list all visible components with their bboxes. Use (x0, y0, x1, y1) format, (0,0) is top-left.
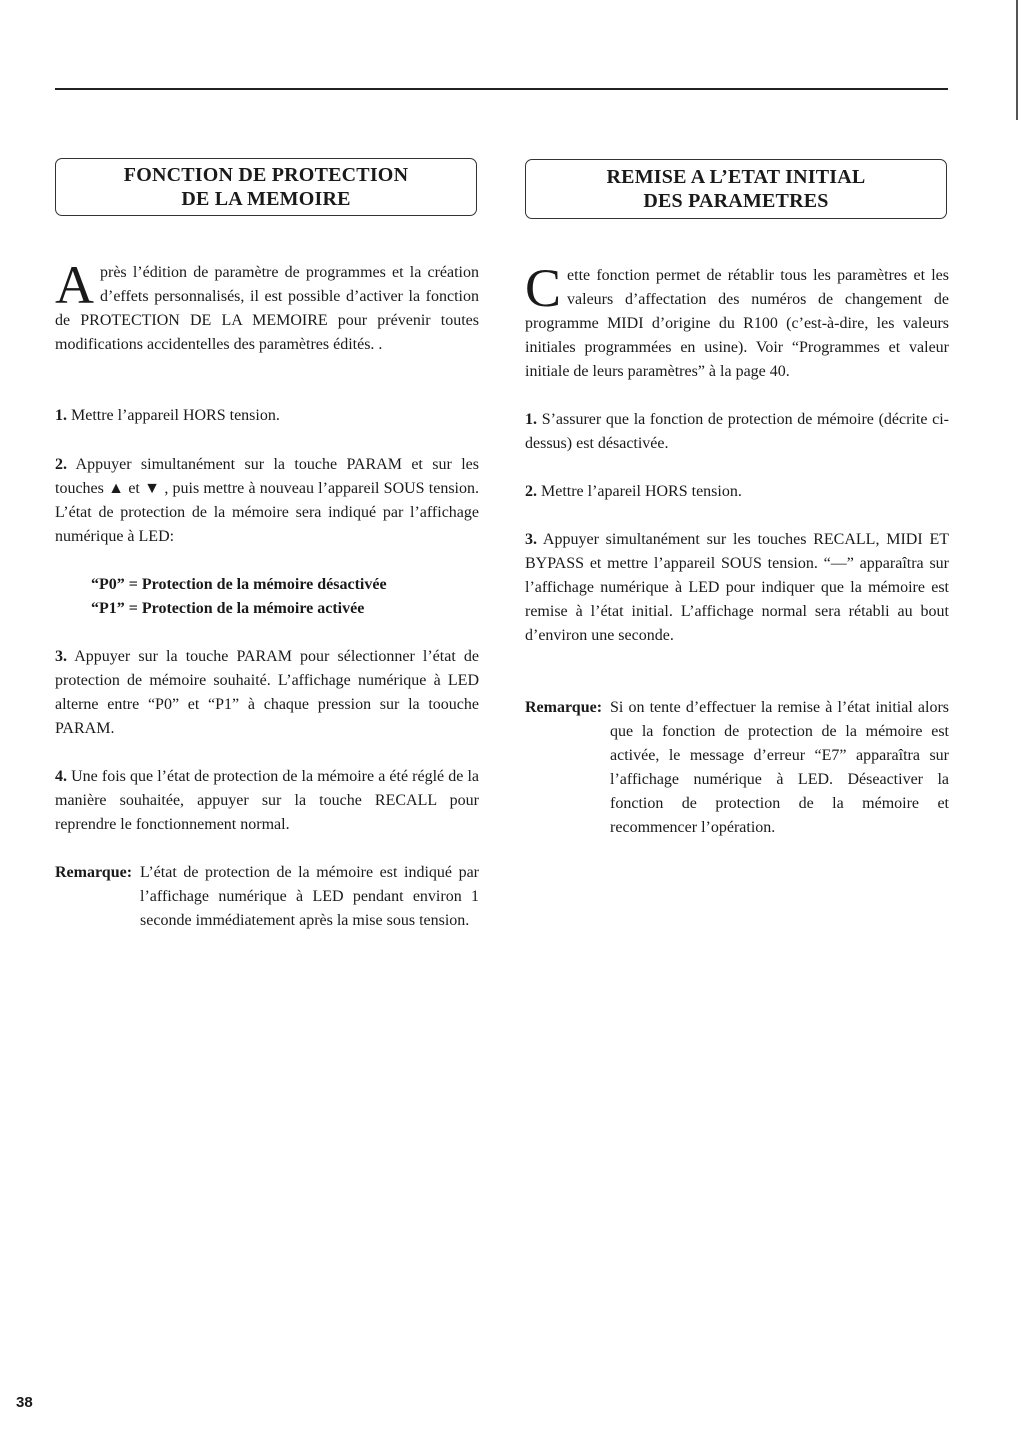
step-number: 4. (55, 768, 67, 785)
page-edge-mark (1016, 0, 1018, 120)
memory-protection-heading-line1: FONCTION DE PROTECTION (123, 164, 409, 186)
step-1 (55, 404, 479, 428)
step-text: Une fois que l’état de protection de la mémoire a été réglé de la manière souhaitée, appuyer sur la touche RECALL pour reprendre le fonctionnement normal. (55, 768, 480, 833)
note-label: Remarque: (525, 699, 603, 716)
header-rule (55, 88, 948, 90)
step-2 (55, 453, 479, 549)
step-number: 2. (55, 456, 67, 473)
page-number: 38 (16, 1394, 33, 1411)
memory-protection-heading-line2: DE LA MEMOIRE (181, 188, 351, 210)
initial-reset-heading-box (525, 159, 947, 219)
status-p0: “P0” = Protection de la mémoire désactivée (91, 576, 387, 593)
memory-protection-heading-box (55, 158, 477, 216)
note-label: Remarque: (55, 864, 133, 881)
step-number: 2. (525, 483, 537, 500)
memory-protection-note (55, 861, 479, 933)
step-text: Mettre l’apareil HORS tension. (541, 483, 742, 500)
step-3 (55, 645, 479, 741)
note-text: Si on tente d’effectuer la remise à l’état initial alors que la fonction de protection de la mémoire est activée, le message d’erreur “E7” apparaîtra sur l’affichage numérique à LED. Déseactiver la fonction de protection de la mémoire et recommencer l’opération. (610, 699, 949, 836)
intro-dropcap: C (525, 258, 562, 318)
step-text: Mettre l’appareil HORS tension. (71, 407, 280, 424)
step-3 (525, 528, 949, 648)
step-text: Appuyer simultanément sur les touches RECALL, MIDI ET BYPASS et mettre l’appareil SOUS tension. “—” apparaîtra sur l’affichage numérique à LED pour indiquer que la mémoire est remise à l’état initial. L’affichage normal sera rétabli au bout d’environ une seconde. (525, 531, 949, 644)
initial-reset-heading-line1: REMISE A L’ETAT INITIAL (606, 166, 866, 188)
step-1 (525, 408, 949, 456)
step-2 (525, 480, 949, 504)
memory-protection-intro (55, 255, 479, 357)
initial-reset-heading-line2: DES PARAMETRES (643, 190, 829, 212)
status-p1: “P1” = Protection de la mémoire activée (91, 600, 365, 617)
step-text: Appuyer simultanément sur la touche PARAM et sur les touches ▲ et ▼ , puis mettre à nouveau l’appareil SOUS tension. L’état de protection de la mémoire sera indiqué par l’affichage numérique à LED: (55, 456, 480, 545)
step-number: 3. (525, 531, 537, 548)
step-number: 1. (525, 411, 537, 428)
protection-status-list (55, 573, 479, 621)
intro-dropcap: A (55, 255, 94, 315)
initial-reset-intro (525, 258, 949, 384)
initial-reset-note (525, 696, 949, 840)
step-number: 3. (55, 648, 67, 665)
step-4 (55, 765, 479, 837)
step-text: Appuyer sur la touche PARAM pour sélectionner l’état de protection de mémoire souhaité. L’affichage numérique à LED alterne entre “P0” et “P1” à chaque pression sur la toouche PARAM. (55, 648, 480, 737)
step-number: 1. (55, 407, 67, 424)
note-text: L’état de protection de la mémoire est indiqué par l’affichage numérique à LED pendant environ 1 seconde immédiatement après la mise sous tension. (140, 864, 479, 929)
intro-text: ette fonction permet de rétablir tous les paramètres et les valeurs d’affectation des numéros de changement de programme MIDI d’origine du R100 (c’est-à-dire, les valeurs initiales programmées en usine). Voir “Programmes et valeur initiale de leurs paramètres” à la page 40. (525, 267, 949, 380)
step-text: S’assurer que la fonction de protection de mémoire (décrite ci-dessus) est désactivée. (525, 411, 950, 452)
intro-text: près l’édition de paramètre de programmes et la création d’effets personnalisés, il est possible d’activer la fonction de PROTECTION DE LA MEMOIRE pour prévenir toutes modifications accidentelles des paramètres édités. . (55, 264, 479, 353)
